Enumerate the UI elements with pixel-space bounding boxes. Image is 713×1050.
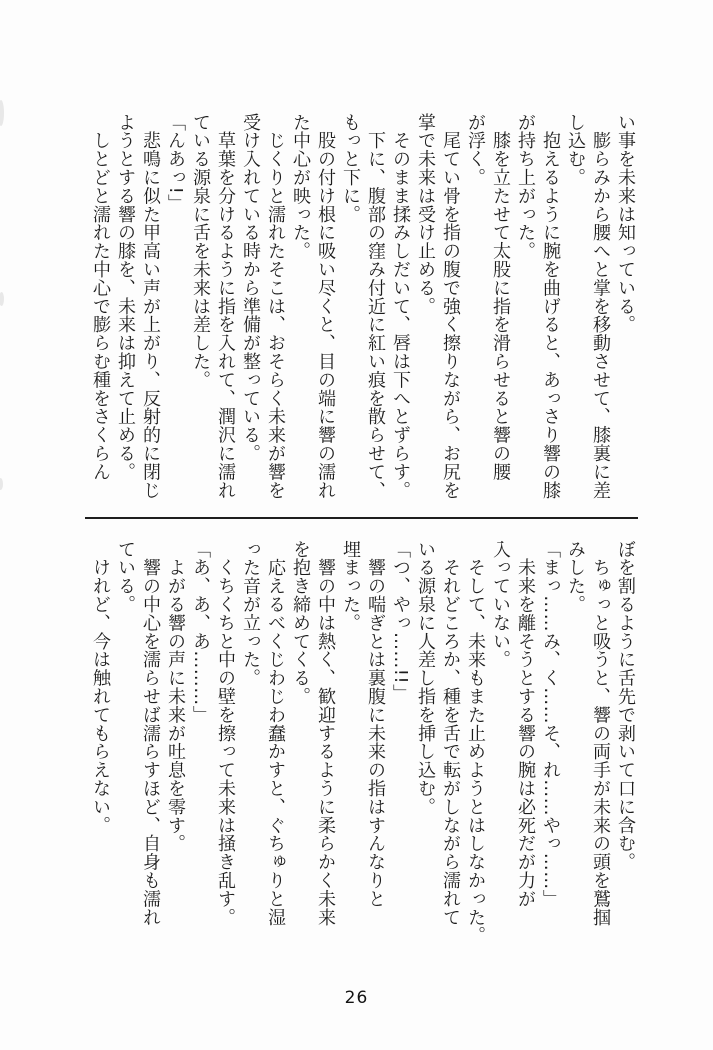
text-column: そして、未来もまた止めようとはしなかった。 <box>465 540 486 945</box>
text-column: よがる響の声に未来が吐息を零す。 <box>165 540 186 853</box>
bottom-text-block <box>88 540 638 950</box>
text-column: 響の中心を濡らせば濡らすほど、自身も濡れ <box>140 540 161 927</box>
text-column: 「つ、やっ……!!」 <box>390 540 411 703</box>
text-column: 尾てい骨を指の腹で強く擦りながら、お尻を <box>440 113 461 500</box>
text-column: 未来を離そうとする響の腕は必死だが力が <box>515 540 536 908</box>
text-column: 「んあっ!」 <box>165 113 186 213</box>
text-column: し込む。 <box>565 113 586 187</box>
text-column: 受け入れている時から準備が整っている。 <box>240 113 261 463</box>
text-column: じくりと濡れたそこは、おそらく未来が響を <box>265 113 286 500</box>
text-column: を抱き締めてくる。 <box>290 540 311 706</box>
text-column: そのまま揉みしだいて、唇は下へとずらす。 <box>390 113 411 500</box>
text-column: 「あ、あ、あ………」 <box>190 540 211 724</box>
text-column: 抱えるように腕を曲げると、あっさり響の膝 <box>540 113 561 500</box>
text-column: が持ち上がった。 <box>515 113 536 261</box>
text-column: くちくちと中の壁を擦って未来は掻き乱す。 <box>215 540 236 927</box>
text-column: ている。 <box>115 540 136 614</box>
scan-artifact <box>0 100 4 126</box>
text-column: 掌で未来は受け止める。 <box>415 113 436 316</box>
text-column: い事を未来は知っている。 <box>615 113 636 334</box>
section-divider <box>85 517 638 519</box>
scan-artifact <box>0 292 4 306</box>
text-column: 下に、腹部の窪み付近に紅い痕を散らせて、 <box>365 113 386 500</box>
text-column: ようとする響の膝を、未来は抑えて止める。 <box>115 113 136 481</box>
text-column: 埋まった。 <box>340 540 361 632</box>
text-column: いる源泉に人差し指を挿し込む。 <box>415 540 436 816</box>
text-column: 響の中は熱く、歓迎するように柔らかく未来 <box>315 540 336 927</box>
text-column: ぼを割るように舌先で剥いて口に含む。 <box>615 540 636 872</box>
text-column: もっと下に。 <box>340 113 361 224</box>
text-column: 悲鳴に似た甲高い声が上がり、反射的に閉じ <box>140 113 161 500</box>
text-column: 膨らみから腰へと掌を移動させて、膝裏に差 <box>590 113 611 500</box>
text-column: が浮く。 <box>465 113 486 187</box>
text-column: みした。 <box>565 540 586 614</box>
text-column: ちゅっと吸うと、響の両手が未来の頭を鷲掴 <box>590 540 611 927</box>
text-column: 響の喘ぎとは裏腹に未来の指はすんなりと <box>365 540 386 908</box>
text-column: それどころか、種を舌で転がしながら濡れて <box>440 540 461 927</box>
text-column: 応えるべくじわじわ蠢かすと、ぐちゅりと湿 <box>265 540 286 927</box>
scan-artifact <box>0 478 3 490</box>
text-column: けれど、今は触れてもらえない。 <box>90 540 111 835</box>
top-text-block <box>88 113 638 523</box>
text-column: 膝を立たせて太股に指を滑らせると響の腰 <box>490 113 511 481</box>
page-number: 26 <box>344 988 369 1008</box>
text-column: た中心が映った。 <box>290 113 311 261</box>
text-column: った音が立った。 <box>240 540 261 688</box>
text-column: 草葉を分けるように指を入れて、潤沢に濡れ <box>215 113 236 500</box>
text-column: しとどと濡れた中心で膨らむ種をさくらん <box>90 113 111 481</box>
text-column: 入っていない。 <box>490 540 511 669</box>
text-column: 「まっ……み、く……そ、れ……やっ……」 <box>540 540 561 908</box>
text-column: ている源泉に舌を未来は差した。 <box>190 113 211 389</box>
text-column: 股の付け根に吸い尽くと、目の端に響の濡れ <box>315 113 336 500</box>
